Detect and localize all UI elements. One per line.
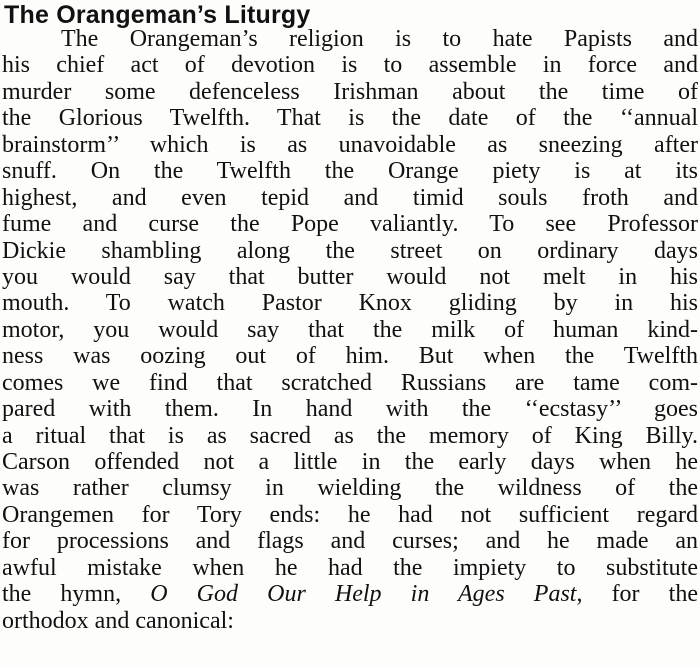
line-text: motor, you would say that the milk of human kind- [2, 316, 698, 343]
body-line [2, 132, 698, 158]
line-text: his chief act of devotion is to assemble in force and [2, 52, 698, 79]
line-text: The Orangeman’s religion is to hate Papists and [61, 26, 698, 52]
body-line [2, 581, 698, 607]
line-text: you would say that butter would not melt in his [2, 263, 698, 290]
line-text: for processions and flags and curses; and he made an [2, 528, 698, 555]
body-line [2, 343, 698, 369]
body-line [2, 290, 698, 316]
line-text: was rather clumsy in wielding the wildness of the [2, 475, 698, 502]
body-line [2, 105, 698, 131]
body-line [2, 475, 698, 501]
body-line [2, 79, 698, 105]
body-line [2, 528, 698, 554]
body-line [2, 158, 698, 184]
line-text: Orangemen for Tory ends: he had not sufficient regard [2, 501, 698, 528]
body-line [2, 502, 698, 528]
article-body [2, 26, 698, 634]
line-text: the Glorious Twelfth. That is the date of the ‘‘annual [2, 105, 698, 132]
line-text: Dickie shambling along the street on ordinary days [2, 237, 698, 264]
body-line [2, 211, 698, 237]
line-text: brainstorm’’ which is as unavoidable as sneezing after [2, 131, 698, 158]
line-text: highest, and even tepid and timid souls froth and [2, 184, 698, 211]
article-title: The Orangeman’s Liturgy [4, 1, 311, 29]
line-text: awful mistake when he had the impiety to substitute [2, 554, 698, 581]
line-text: the hymn, [2, 581, 151, 608]
line-text: pared with them. In hand with the ‘‘ecstasy’’ goes [2, 396, 698, 423]
body-line [2, 26, 698, 52]
body-line [2, 185, 698, 211]
body-line [2, 423, 698, 449]
hymn-title: O God Our Help in Ages Past [150, 581, 577, 608]
body-line [2, 555, 698, 581]
body-line [2, 396, 698, 422]
body-line [2, 608, 698, 634]
line-text: comes we find that scratched Russians are tame com- [2, 369, 698, 396]
body-line [2, 264, 698, 290]
body-line [2, 52, 698, 78]
body-line [2, 238, 698, 264]
line-text: fume and curse the Pope valiantly. To see Professor [2, 211, 698, 238]
line-text: a ritual that is as sacred as the memory of King Billy. [2, 422, 698, 449]
body-line [2, 449, 698, 475]
line-text: Carson offended not a little in the early days when he [2, 449, 698, 475]
body-line [2, 317, 698, 343]
body-line [2, 370, 698, 396]
line-text: , for the [576, 581, 698, 608]
line-text: ness was oozing out of him. But when the Twelfth [2, 343, 698, 370]
line-text: mouth. To watch Pastor Knox gliding by in his [2, 290, 698, 317]
line-text: snuff. On the Twelfth the Orange piety is at its [2, 158, 698, 185]
line-text: orthodox and canonical: [2, 607, 234, 634]
line-text: murder some defenceless Irishman about the time of [2, 78, 698, 105]
